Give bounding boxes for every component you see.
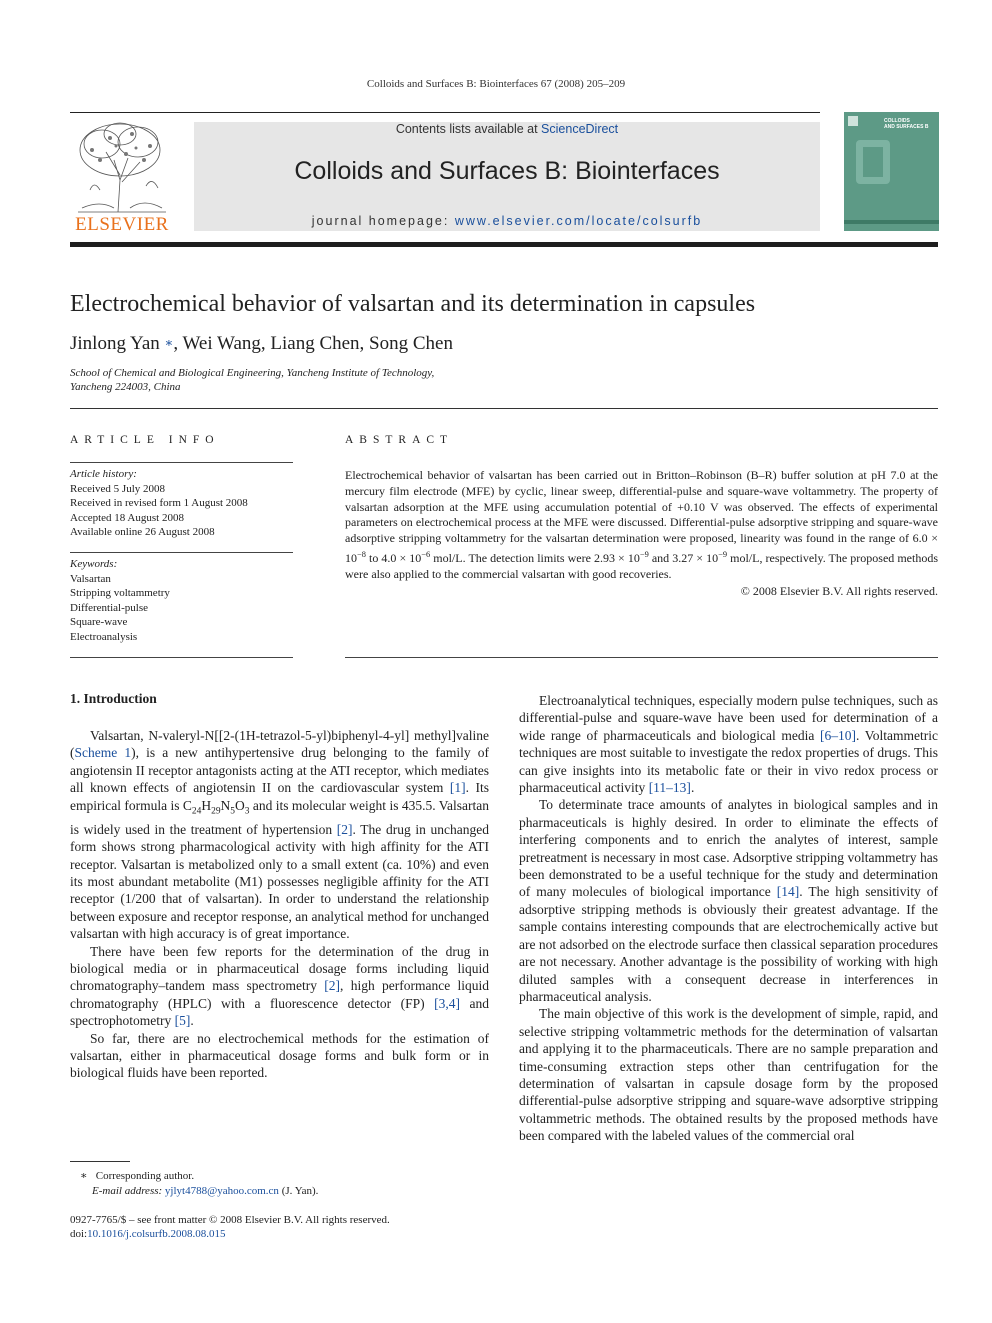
cover-title-line2: AND SURFACES B: [884, 124, 929, 130]
author-first: Jinlong Yan: [70, 333, 160, 354]
keywords-block: [70, 557, 170, 644]
affiliation: [70, 366, 434, 394]
affiliation-line1: School of Chemical and Biological Engineering, Yancheng Institute of Technology,: [70, 367, 435, 379]
citation-link[interactable]: [5]: [174, 1013, 191, 1029]
subscript: 24: [191, 806, 202, 817]
doi-label: doi:: [70, 1228, 88, 1240]
intro-right-column: [519, 692, 938, 1145]
text-run: . The drug in unchanged form shows strong pharmacological activity with high affinity for the ATI receptor. Valsartan is metabolized only to a small extent (ca. 10%) and even its most abundant metabolite (M1) possesses negligible affinity for the ATI receptor (1/200 that of valsartan). In order to understand the relationship between exposure and receptor response, an analytical method for unchanged valsartan with high accuracy is of great importance.: [70, 821, 489, 942]
journal-cover-image: [844, 112, 939, 231]
subscript: 5: [230, 806, 236, 817]
intro-paragraph-2: [70, 943, 489, 1030]
title-separator-rule: [70, 408, 938, 409]
intro-paragraph-3: So far, there are no electrochemical methods for the estimation of valsartan, either in pharmaceutical dosage forms and bulk form or in biological fluids have been reported.: [70, 1030, 489, 1081]
abstract-exponent: −9: [718, 549, 728, 559]
text-run: . Voltammetric techniques are most suitable to investigate the redox properties of drugs. This can give insights into its metabolic fate or their in vivo redox process or pharmaceutical activity: [519, 727, 938, 796]
text-run: Valsartan, N-valeryl-N[[2-(1H-tetrazol-5-yl)biphenyl-4-yl] methyl]valine (: [70, 728, 489, 761]
keyword-item: Stripping voltammetry: [70, 587, 170, 599]
text-run: ), is a new antihypertensive drug belonging to the family of angiotensin II receptor antagonists acting at the ATI receptor, which mediates all known effects of angiotensin II on the cardiovascular system: [70, 745, 489, 796]
history-online: Available online 26 August 2008: [70, 526, 215, 538]
abstract-exponent: −6: [421, 549, 431, 559]
citation-link[interactable]: [3,4]: [434, 995, 460, 1011]
abstract-part: mol/L, respectively. The proposed methods were also applied to the commercial valsartan with good recoveries.: [345, 550, 938, 581]
text-run: H: [201, 797, 212, 813]
footnote-rule: [70, 1161, 130, 1162]
text-run: There have been few reports for the determination of the drug in biological media or in pharmaceutical dosage forms including liquid chromatography–tandem mass spectrometry: [70, 943, 489, 994]
corresponding-author-mark[interactable]: ∗: [164, 335, 174, 350]
keyword-item: Square-wave: [70, 616, 128, 628]
abstract-part: to 4.0 × 10: [365, 550, 422, 565]
history-revised: Received in revised form 1 August 2008: [70, 497, 248, 509]
text-run: N: [220, 797, 231, 813]
keyword-item: Differential-pulse: [70, 601, 148, 614]
keywords-rule: [70, 552, 293, 553]
keyword-item: Valsartan: [70, 572, 111, 585]
text-run: .: [690, 780, 695, 796]
contents-line: [194, 122, 820, 136]
cover-title-line1: COLLOIDS: [884, 118, 910, 124]
article-info-rule: [70, 462, 293, 463]
citation-link[interactable]: [6–10]: [820, 727, 856, 743]
keyword-item: Electroanalysis: [70, 630, 138, 643]
citation-link[interactable]: [2]: [324, 978, 341, 994]
journal-title: Colloids and Surfaces B: Biointerfaces: [294, 157, 720, 185]
doi-link[interactable]: 10.1016/j.colsurfb.2008.08.015: [87, 1228, 226, 1240]
intro-paragraph-6: The main objective of this work is the development of simple, rapid, and selective stripping voltammetric methods for the determination of valsartan and applying it to the pharmaceuticals. There are no sample preparation and time-consuming extraction steps other than centrifugation for the determination of valsartan in capsule dosage form by the proposed differential-pulse adsorptive stripping and square-wave adsorptive stripping voltammetric methods. The obtained results by the proposed methods have been compared with the labeled values of the commercial oral: [519, 1006, 938, 1144]
paper-title: Electrochemical behavior of valsartan and its determination in capsules: [70, 291, 756, 317]
doi-line: [70, 1227, 226, 1242]
header-top-rule: [70, 112, 820, 113]
text-run: and spectrophotometry: [70, 995, 489, 1029]
abstract-copyright: © 2008 Elsevier B.V. All rights reserved.: [740, 583, 938, 598]
email-footnote: [92, 1184, 318, 1199]
intro-paragraph-4: [519, 692, 938, 796]
cover-logo-icon: [848, 116, 858, 126]
homepage-prefix: journal homepage:: [311, 214, 455, 228]
intro-paragraph-5: [519, 796, 938, 1005]
abstract-exponent: −8: [357, 549, 366, 559]
journal-homepage: [194, 214, 820, 228]
text-run: and its molecular weight is 435.5. Valsartan is widely used in the treatment of hypertension: [70, 797, 489, 837]
abstract-heading: ABSTRACT: [345, 434, 454, 446]
history-accepted: Accepted 18 August 2008: [70, 511, 184, 524]
article-info-heading: ARTICLE INFO: [70, 434, 220, 446]
text-run: . Its empirical formula is C: [70, 780, 490, 813]
citation-link[interactable]: [14]: [776, 884, 800, 900]
author-rest: , Wei Wang, Liang Chen, Song Chen: [173, 333, 453, 354]
section-heading-introduction: 1. Introduction: [70, 691, 157, 706]
corresponding-label: Corresponding author.: [95, 1170, 195, 1182]
history-received: Received 5 July 2008: [70, 482, 166, 495]
abstract-exponent: −9: [639, 549, 649, 559]
abstract-part: Electrochemical behavior of valsartan has been carried out in Britton–Robinson (B–R) buffer solution at pH 7.0 at the mercury film electrode (MFE) by cyclic, linear sweep, differential-pulse and square-wave voltammetry. The property of valsartan adsorption at the MFE using accumulation potential of +0.10 V was observed. The effects of experimental parameters on electrochemical process at the MFE were discussed. Differential-pulse adsorptive stripping and square-wave adsorptive stripping voltammetry for the valsartan determination were proposed, linearity was found in the range of 6.0 × 10: [345, 468, 938, 565]
homepage-link[interactable]: www.elsevier.com/locate/colsurfb: [454, 214, 703, 228]
subscript: 3: [244, 806, 250, 817]
text-run: .: [190, 1013, 194, 1029]
keywords-label: Keywords:: [70, 558, 118, 570]
article-history: [70, 467, 248, 540]
abstract-bottom-rule: [345, 657, 938, 658]
scheme-link[interactable]: Scheme 1: [74, 745, 132, 761]
email-suffix: (J. Yan).: [278, 1185, 319, 1197]
email-label: E-mail address:: [92, 1185, 163, 1197]
intro-left-column: [70, 727, 489, 1082]
abstract-text: [345, 468, 938, 599]
email-link[interactable]: yjlyt4788@yahoo.com.cn: [164, 1185, 279, 1197]
citation-link[interactable]: [11–13]: [648, 780, 691, 796]
affiliation-line2: Yancheng 224003, China: [70, 381, 181, 393]
citation-link[interactable]: [1]: [449, 780, 466, 796]
text-run: O: [235, 797, 245, 813]
abstract-part: and 3.27 × 10: [648, 550, 719, 565]
text-run: Electroanalytical techniques, especially modern pulse techniques, such as differential-pulse and square-wave have been used for determination of a wide range of pharmaceuticals and biological media: [519, 693, 938, 743]
cover-footer-bar: [844, 220, 939, 224]
article-info-bottom-rule: [70, 657, 293, 658]
cover-title: [884, 118, 928, 130]
abstract-part: mol/L. The detection limits were 2.93 × 10: [430, 550, 640, 565]
contents-prefix: Contents lists available at: [395, 122, 542, 136]
sciencedirect-link[interactable]: ScienceDirect: [541, 122, 619, 136]
footnote-mark: ∗: [80, 1170, 88, 1182]
text-run: To determinate trace amounts of analytes in biological samples and in pharmaceuticals is highly desired. In order to eliminate the effects of interfering components and to enrich the analytes of interest, sample pretreatment is necessary in most case. Adsorptive stripping voltammetry has been demonstrated to be a useful technique for the study and determination of many molecules of biological importance: [519, 797, 938, 900]
running-head: Colloids and Surfaces B: Biointerfaces 67 (2008) 205–209: [366, 78, 626, 90]
history-label: Article history:: [70, 468, 137, 480]
text-run: , high performance liquid chromatography (HPLC) with a fluorescence detector (FP): [70, 978, 489, 1011]
citation-link[interactable]: [2]: [336, 821, 353, 837]
intro-paragraph-1: [70, 727, 489, 943]
tree-icon: [70, 120, 174, 215]
author-list: [70, 333, 453, 355]
elsevier-wordmark: ELSEVIER: [75, 214, 169, 235]
subscript: 29: [211, 806, 221, 817]
text-run: . The high sensitivity of adsorptive stripping methods is obviously their greatest advantage. If the sample contains interesting compounds that are electrochemically active but are not adsorbed on the electrode surface then classical separation procedures are not necessary. Another advantage is the possibility of working with high diluted samples with a consequent decrease in interferences in pharmaceutical analysis.: [519, 884, 938, 1004]
front-matter-line: 0927-7765/$ – see front matter © 2008 Elsevier B.V. All rights reserved.: [70, 1214, 390, 1226]
corresponding-footnote: [80, 1169, 194, 1184]
cover-letter-b-icon: [856, 140, 890, 184]
header-thick-rule: [70, 242, 938, 247]
